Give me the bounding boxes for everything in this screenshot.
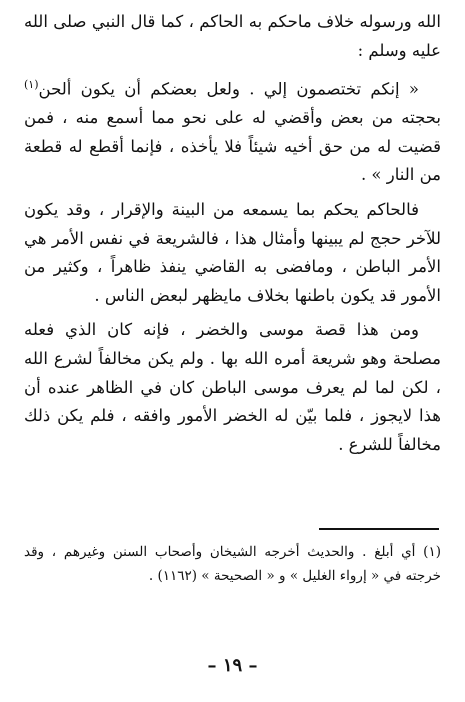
footnote: (١) أي أبلغ . والحديث أخرجه الشيخان وأصحاب السنن وغيرهم ، وقد خرجته في « إرواء الغليل » و « الصحيحة » (١١٦٢) . (24, 544, 441, 584)
paragraph-hadith (24, 71, 441, 190)
paragraph-intro: الله ورسوله خلاف ماحكم به الحاكم ، كما قال النبي صلى الله عليه وسلم : (24, 12, 441, 60)
main-text (24, 8, 441, 459)
page-number: – ١٩ – (207, 655, 258, 676)
hadith-text-part-1: « إنكم تختصمون إلي . ولعل بعضكم أن يكون ألحن (38, 79, 419, 99)
paragraph-ruling: فالحاكم يحكم بما يسمعه من البينة والإقرار ، وقد يكون للآخر حجج لم يبينها وأمثال هذا ، فالشريعة في نفس الأمر هي الأمر الباطن ، ومافضى به القاضي ينفذ ظاهراً ، وكثير من الأمور قد يكون باطنها بخلاف مايظهر لبعض الناس . (24, 200, 441, 305)
footnote-reference: (١) (24, 78, 39, 92)
footnote-separator (319, 528, 439, 530)
paragraph-musa-khidr: ومن هذا قصة موسى والخضر ، فإنه كان الذي فعله مصلحة وهو شريعة أمره الله بها . ولم يكن مخالفاً لشرع الله ، لكن لما لم يعرف موسى الباطن كان في الظاهر عنده أن هذا لايجوز ، فلما بيّن له الخضر الأمور وافقه ، فلم يكن ذلك مخالفاً للشرع . (24, 320, 441, 454)
hadith-text-part-2: بحجته من بعض وأقضي له على نحو مما أسمع منه ، فمن قضيت له من حق أخيه شيئاً فلا يأخذه ، فإنما أقطع له قطعة من النار » . (24, 108, 441, 185)
